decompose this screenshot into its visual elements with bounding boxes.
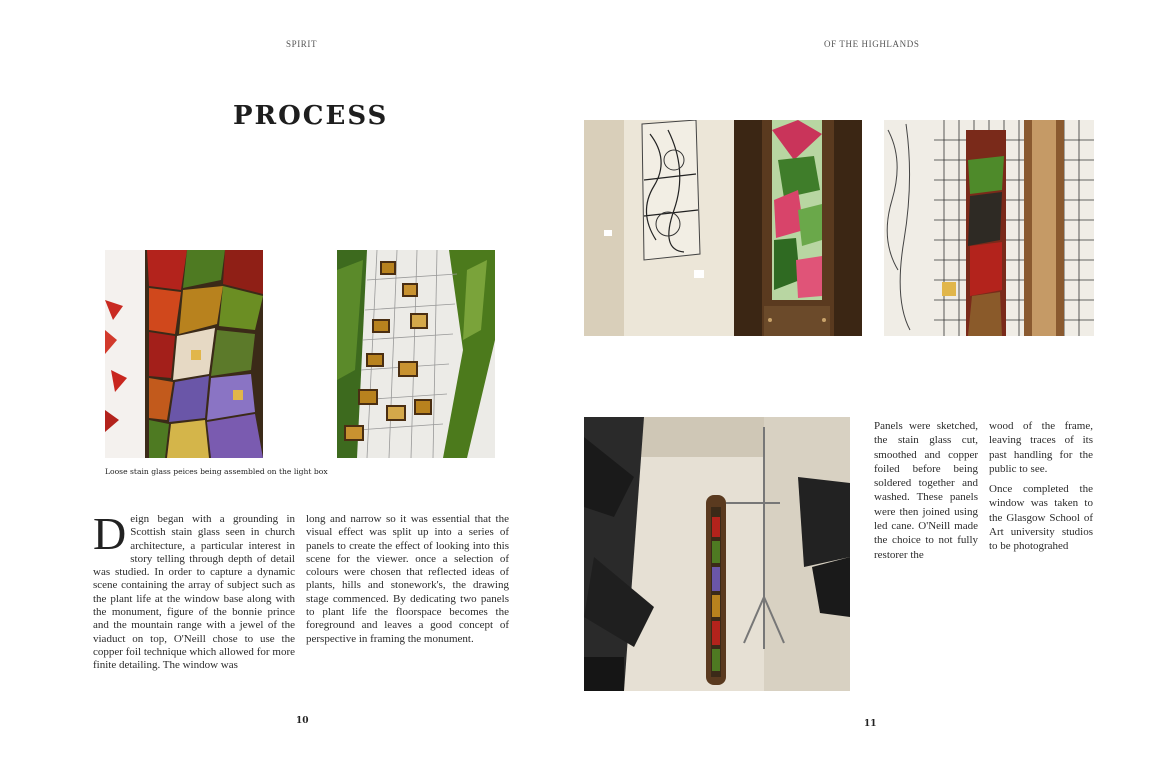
body-text-col3: Panels were sketched, the stain glass cut, smoothed and copper foiled before being soldered together and washed. These panels were then joined using led cane. O'Neill made the choice to not fully restorer the — [874, 420, 978, 561]
page-title: PROCESS — [233, 101, 389, 131]
body-column-3 — [874, 419, 978, 562]
body-column-2 — [306, 513, 509, 646]
photo-glass-pieces-lightbox — [105, 250, 263, 458]
running-head-left: SPIRIT — [286, 39, 318, 49]
body-column-1 — [93, 508, 295, 673]
body-text-col4-para1: wood of the frame, leaving traces of its past handling for the public to see. — [989, 420, 1093, 475]
photo-panels-on-grid — [884, 120, 1094, 336]
photo-drawing-and-window-frame — [584, 120, 862, 336]
photo-window-in-studio — [584, 417, 850, 691]
photo-glass-on-pattern-sheet — [337, 250, 495, 458]
running-head-right: OF THE HIGHLANDS — [824, 39, 920, 49]
drop-cap: D — [93, 508, 127, 559]
page-number-left: 10 — [296, 716, 309, 726]
body-text-col2: long and narrow so it was essential that the visual effect was split up into a series of panels to create the effect of looking into this scene for the viewer. once a selection of colours were chosen that reflected ideas of plants, hills and stonework's, the drawing stage commenced. By dedicating two panels to plant life the floorspace becomes the foreground and leaves a good concept of perspective in framing the monument. — [306, 513, 509, 645]
photo-caption: Loose stain glass peices being assembled on the light box — [105, 467, 328, 476]
body-column-4 — [989, 419, 1093, 560]
body-text-col4-para2: Once completed the window was taken to the Glasgow School of Art university studios to be photograhed — [989, 483, 1093, 553]
page-number-right: 11 — [864, 719, 877, 729]
body-text-col1: eign began with a grounding in Scottish stain glass seen in church architecture, a particular interest in story telling through depth of detail was studied. In order to capture a dynamic scene containing the array of subject such as the plant life at the window base along with the monument, figure of the bonnie prince and the mountain range with a jewel of the viaduct on top, O'Neill chose to use the copper foil technique which allowed for more finite detailing. The window was — [93, 513, 295, 672]
